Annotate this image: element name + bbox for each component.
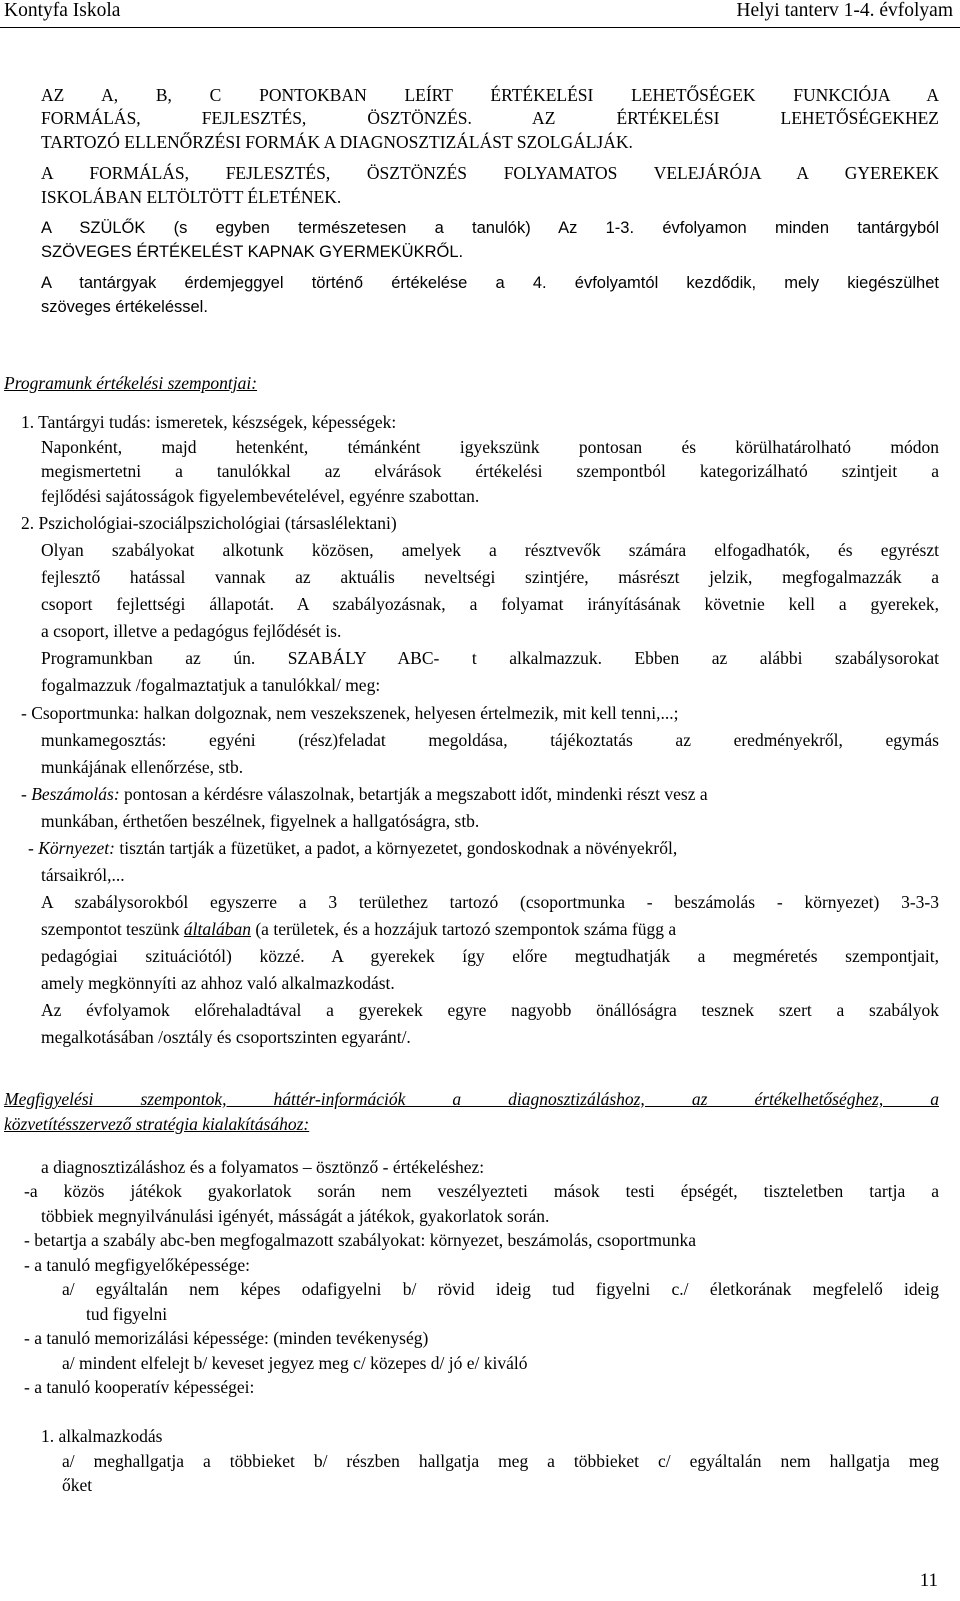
observation-item: többiek megnyilvánulási igényét, másságát a játékok, gyakorlatok során. — [41, 1206, 550, 1226]
intro-line: TARTOZÓ ELLENŐRZÉSI FORMÁK A DIAGNOSZTIZÁLÁST SZOLGÁLJÁK. — [41, 132, 633, 152]
section-heading-observation: Megfigyelési szempontok, háttér-információk a diagnosztizáláshoz, az értékelhetőséghez, a — [4, 1089, 939, 1109]
observation-item: - a tanuló kooperatív képességei: — [24, 1377, 255, 1397]
summary-text: amely megkönnyíti az ahhoz való alkalmazkodást. — [41, 973, 395, 993]
rule-text: tisztán tartják a füzetüket, a padot, a környezetet, gondoskodnak a növényekről, — [115, 838, 678, 858]
criterion-2-text: Programunkban az ún. SZABÁLY ABC- t alkalmazzuk. Ebben az alábbi szabálysorokat — [41, 648, 939, 668]
rule-dash: - — [21, 784, 32, 804]
intro-line: AZ A, B, C PONTOKBAN LEÍRT ÉRTÉKELÉSI LEHETŐSÉGEK FUNKCIÓJA A — [41, 85, 939, 105]
section-heading-criteria: Programunk értékelési szempontjai: — [4, 373, 258, 393]
observation-item: - a tanuló memorizálási képessége: (minden tevékenység) — [24, 1328, 429, 1348]
rule-label-csoportmunka: - Csoportmunka — [21, 703, 135, 723]
criterion-2-title: 2. Pszichológiai-szociálpszichológiai (társaslélektani) — [21, 513, 397, 533]
observation-item: -a közös játékok gyakorlatok során nem veszélyezteti mások testi épségét, tiszteletben tartja a — [24, 1181, 939, 1201]
summary-text: pedagógiai szituációtól) közzé. A gyerekek így előre megtudhatják a megméretés szempontjait, — [41, 946, 939, 966]
rule-text: munkájának ellenőrzése, stb. — [41, 757, 244, 777]
header-divider — [0, 27, 960, 28]
summary-text — [41, 918, 939, 940]
rule-text: munkában, érthetően beszélnek, figyelnek a hallgatóságra, stb. — [41, 811, 480, 831]
criterion-2-text: fejlesztő hatással vannak az aktuális neveltségi szintjére, másrészt jelzik, megfogalmazzák a — [41, 567, 939, 587]
intro-line: szöveges értékeléssel. — [41, 298, 208, 316]
intro-line: SZÖVEGES ÉRTÉKELÉST KAPNAK GYERMEKÜKRŐL. — [41, 243, 464, 261]
rule-text: pontosan a kérdésre válaszolnak, betartják a megszabott időt, mindenki részt vesz a — [119, 784, 708, 804]
header-document-title: Helyi tanterv 1-4. évfolyam — [736, 0, 953, 21]
criterion-1-text: megismertetni a tanulókkal az elvárások értékelési szempontból kategorizálható szintjeit a — [41, 461, 939, 481]
observation-item: őket — [62, 1475, 93, 1495]
observation-item: a diagnosztizáláshoz és a folyamatos – ösztönző - értékeléshez: — [41, 1157, 485, 1177]
intro-line: ISKOLÁBAN ELTÖLTÖTT ÉLETÉNEK. — [41, 187, 342, 207]
header-school-name: Kontyfa Iskola — [4, 0, 121, 21]
summary-text: megalkotásában /osztály és csoportszinten egyaránt/. — [41, 1027, 411, 1047]
criterion-2-text: csoport fejlettségi állapotát. A szabályozásnak, a folyamat irányításának követnie kell a gyerekek, — [41, 594, 939, 614]
summary-text: A szabálysorokból egyszerre a 3 területhez tartozó (csoportmunka - beszámolás - környezet) 3-3-3 — [41, 892, 939, 912]
summary-fragment: szempontot teszünk — [41, 919, 184, 939]
rule-text: : halkan dolgoznak, nem veszekszenek, helyesen értelmezik, mit kell tenni,...; — [134, 703, 679, 723]
section-heading-observation: közvetítésszervező stratégia kialakításához: — [4, 1114, 310, 1134]
intro-line: FORMÁLÁS, FEJLESZTÉS, ÖSZTÖNZÉS. AZ ÉRTÉKELÉSI LEHETŐSÉGEKHEZ — [41, 108, 939, 128]
criterion-2-text: fogalmazzuk /fogalmaztatjuk a tanulókkal/ meg: — [41, 675, 381, 695]
observation-item: a/ mindent elfelejt b/ keveset jegyez meg c/ közepes d/ jó e/ kiváló — [62, 1353, 528, 1373]
summary-text: Az évfolyamok előrehaladtával a gyerekek egyre nagyobb önállóságra tesznek szert a szabályok — [41, 1000, 939, 1020]
criterion-2-text: a csoport, illetve a pedagógus fejlődését is. — [41, 621, 342, 641]
observation-item: - betartja a szabály abc-ben megfogalmazott szabályokat: környezet, beszámolás, csoportmunka — [24, 1230, 697, 1250]
rule-text: társaikról,... — [41, 865, 125, 885]
summary-fragment: (a területek, és a hozzájuk tartozó szempontok száma függ a — [250, 919, 677, 939]
observation-item: tud figyelni — [86, 1304, 168, 1324]
criterion-2-text: Olyan szabályokat alkotunk közösen, amelyek a résztvevők számára elfogadhatók, és egyrészt — [41, 540, 939, 560]
rule-label-kornyezet: Környezet: — [38, 838, 115, 858]
rule-group-kornyezet — [28, 837, 677, 859]
observation-item: - a tanuló megfigyelőképessége: — [24, 1255, 250, 1275]
criterion-1-text: fejlődési sajátosságok figyelembevételével, egyénre szabottan. — [41, 486, 480, 506]
observation-item: 1. alkalmazkodás — [41, 1426, 163, 1446]
rule-label-beszamolas: Beszámolás: — [31, 784, 120, 804]
intro-line: A tantárgyak érdemjeggyel történő értékelése a 4. évfolyamtól kezdődik, mely kiegészülhet — [41, 274, 939, 292]
rule-group-beszamolas — [21, 783, 708, 805]
criterion-1-title: 1. Tantárgyi tudás: ismeretek, készségek, képességek: — [21, 412, 397, 432]
intro-line: A SZÜLŐK (s egyben természetesen a tanulók) Az 1-3. évfolyamon minden tantárgyból — [41, 219, 939, 237]
rule-group-csoportmunka — [21, 702, 939, 724]
rule-dash: - — [28, 838, 39, 858]
summary-emphasis: általában — [183, 919, 251, 939]
criterion-1-text: Naponként, majd hetenként, témánként igyekszünk pontosan és körülhatárolható módon — [41, 437, 939, 457]
observation-item: a/ meghallgatja a többieket b/ részben hallgatja meg a többieket c/ egyáltalán nem hallgatja meg — [62, 1451, 939, 1471]
page-number: 11 — [919, 1570, 938, 1591]
intro-line: A FORMÁLÁS, FEJLESZTÉS, ÖSZTÖNZÉS FOLYAMATOS VELEJÁRÓJA A GYEREKEK — [41, 163, 939, 183]
rule-text: munkamegosztás: egyéni (rész)feladat megoldása, tájékoztatás az eredményekről, egymás — [41, 730, 939, 750]
observation-item: a/ egyáltalán nem képes odafigyelni b/ rövid ideig tud figyelni c./ életkorának megfelelő ideig — [62, 1279, 939, 1299]
